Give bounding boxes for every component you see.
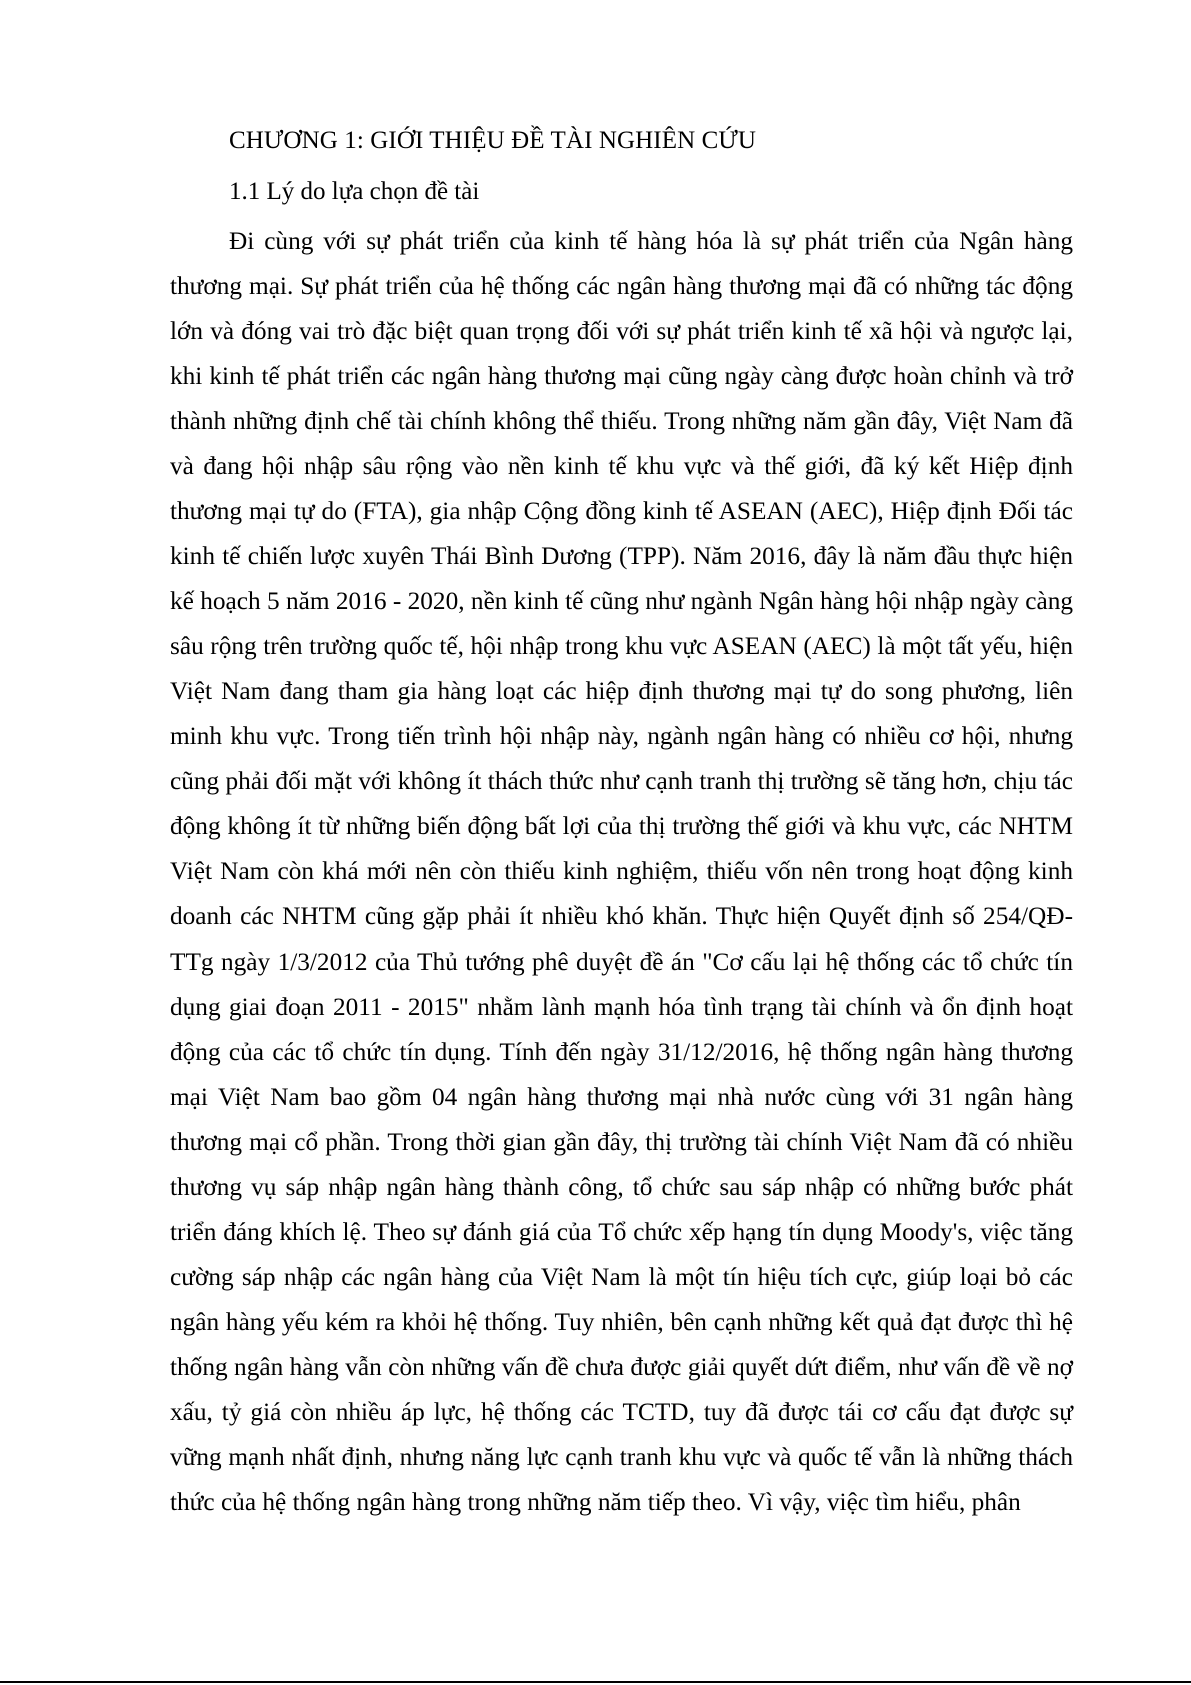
page-bottom-rule xyxy=(0,1681,1191,1683)
section-title: 1.1 Lý do lựa chọn đề tài xyxy=(229,178,480,205)
document-page xyxy=(170,118,1073,1525)
chapter-title: CHƯƠNG 1: GIỚI THIỆU ĐỀ TÀI NGHIÊN CỨU xyxy=(229,127,757,154)
body-paragraph: Đi cùng với sự phát triển của kinh tế hàng hóa là sự phát triển của Ngân hàng thương mại. Sự phát triển của hệ thống các ngân hàng thương mại đã có những tác động lớn và đóng vai trò đặc biệt quan trọng đối với sự phát triển kinh tế xã hội và ngược lại, khi kinh tế phát triển các ngân hàng thương mại cũng ngày càng được hoàn chỉnh và trở thành những định chế tài chính không thể thiếu. Trong những năm gần đây, Việt Nam đã và đang hội nhập sâu rộng vào nền kinh tế khu vực và thế giới, đã ký kết Hiệp định thương mại tự do (FTA), gia nhập Cộng đồng kinh tế ASEAN (AEC), Hiệp định Đối tác kinh tế chiến lược xuyên Thái Bình Dương (TPP). Năm 2016, đây là năm đầu thực hiện kế hoạch 5 năm 2016 - 2020, nền kinh tế cũng như ngành Ngân hàng hội nhập ngày càng sâu rộng trên trường quốc tế, hội nhập trong khu vực ASEAN (AEC) là một tất yếu, hiện Việt Nam đang tham gia hàng loạt các hiệp định thương mại tự do song phương, liên minh khu vực. Trong tiến trình hội nhập này, ngành ngân hàng có nhiều cơ hội, nhưng cũng phải đối mặt với không ít thách thức như cạnh tranh thị trường sẽ tăng hơn, chịu tác động không ít từ những biến động bất lợi của thị trường thế giới và khu vực, các NHTM Việt Nam còn khá mới nên còn thiếu kinh nghiệm, thiếu vốn nên trong hoạt động kinh doanh các NHTM cũng gặp phải ít nhiều khó khăn. Thực hiện Quyết định số 254/QĐ-TTg ngày 1/3/2012 của Thủ tướng phê duyệt đề án "Cơ cấu lại hệ thống các tổ chức tín dụng giai đoạn 2011 - 2015" nhằm lành mạnh hóa tình trạng tài chính và ổn định hoạt động của các tổ chức tín dụng. Tính đến ngày 31/12/2016, hệ thống ngân hàng thương mại Việt Nam bao gồm 04 ngân hàng thương mại nhà nước cùng với 31 ngân hàng thương mại cổ phần. Trong thời gian gần đây, thị trường tài chính Việt Nam đã có nhiều thương vụ sáp nhập ngân hàng thành công, tổ chức sau sáp nhập có những bước phát triển đáng khích lệ. Theo sự đánh giá của Tổ chức xếp hạng tín dụng Moody's, việc tăng cường sáp nhập các ngân hàng của Việt Nam là một tín hiệu tích cực, giúp loại bỏ các ngân hàng yếu kém ra khỏi hệ thống. Tuy nhiên, bên cạnh những kết quả đạt được thì hệ thống ngân hàng vẫn còn những vấn đề chưa được giải quyết dứt điểm, như vấn đề về nợ xấu, tỷ giá còn nhiều áp lực, hệ thống các TCTD, tuy đã được tái cơ cấu đạt được sự vững mạnh nhất định, nhưng năng lực cạnh tranh khu vực và quốc tế vẫn là những thách thức của hệ thống ngân hàng trong những năm tiếp theo. Vì vậy, việc tìm hiểu, phân xyxy=(170,227,1073,1516)
